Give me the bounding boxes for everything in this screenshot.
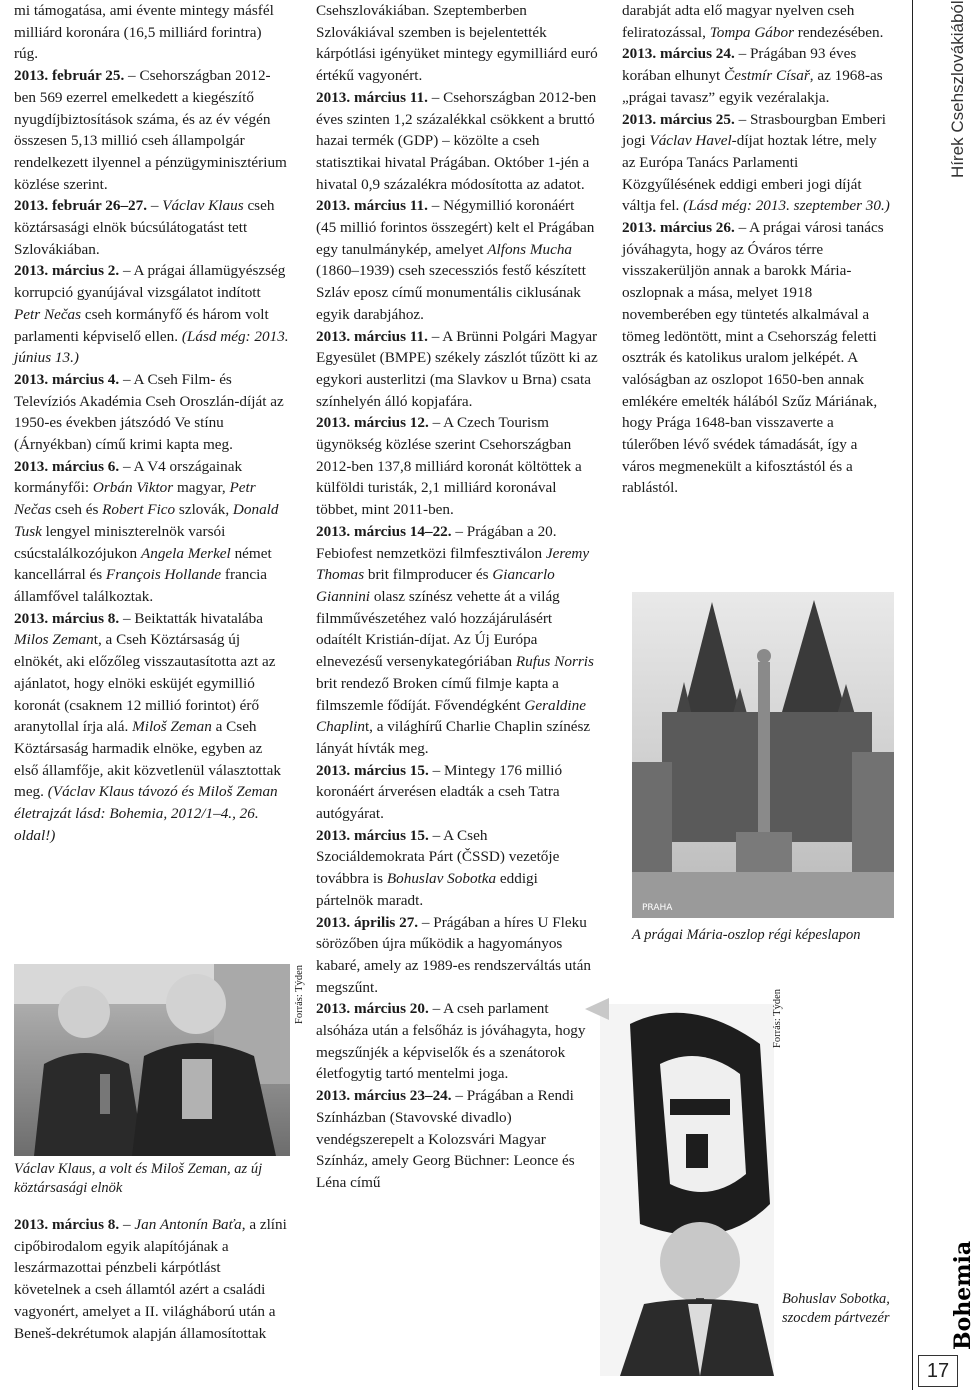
entry-text: eddigi pártelnök maradt. bbox=[316, 870, 538, 909]
entry-text: – A V4 országainak kormányfői: bbox=[14, 457, 243, 497]
entry-text: francia államfővel találkoztak. bbox=[14, 566, 268, 605]
entry-text: – A Brünni Polgári Magyar Egyesület (BMPE) székely zászlót tűzött ki az egykori austerlitzi (ma Slavkov u Brna) csata színhelyén álló kopjafára. bbox=[316, 327, 598, 410]
bohemia-logo bbox=[918, 1240, 976, 1350]
entry-date: 2013. március 11. bbox=[316, 197, 428, 215]
entry-text: – A Czech Tourism ügynökség közlése szerint Csehországban 2012-ben 137,8 milliárd koronát költöttek a külföldi turisták, 2,1 milliárd koronával többet, mint 2011-ben. bbox=[316, 414, 582, 519]
entry-text: – Prágában 93 éves korában elhunyt bbox=[622, 45, 857, 85]
entry-text: – A cseh parlament alsóháza után a felsőház is jóváhagyta, hogy megszűnjék a képviselők és a szenátorok életfogytig tartó mentelmi joga. bbox=[316, 1000, 586, 1083]
entry-date: 2013. március 11. bbox=[316, 88, 428, 106]
column-left bbox=[14, 0, 289, 846]
entry-text: olasz színész vehette át a világ filmművészetéhez való hozzájárulásért odaítélt Kristián-díjat. Az Új Európa elnevezésű versenykategóriában bbox=[316, 587, 560, 671]
entry-date: 2013. március 2. bbox=[14, 262, 120, 280]
news-entry bbox=[316, 87, 598, 196]
entry-text: – Csehországban 2012-ben éves szinten 1,2 százalékkal csökkent a bruttó hazai termék (GDP) – közölte a cseh statisztikai hivatal Prágában. Október 1-jén a hivatal 0,9 százalékra módosította az adatot. bbox=[316, 88, 597, 193]
entry-italic: Petr Nečas bbox=[14, 305, 82, 323]
entry-date: 2013. március 15. bbox=[316, 826, 429, 844]
entry-date: 2013. március 23–24. bbox=[316, 1087, 452, 1105]
news-entry bbox=[14, 608, 289, 847]
news-entry bbox=[316, 412, 598, 521]
entry-text: szlovák, bbox=[175, 501, 233, 519]
entry-date: 2013. április 27. bbox=[316, 913, 419, 931]
page-number: 17 bbox=[918, 1355, 958, 1387]
entry-italic: Jan Antonín Baťa bbox=[134, 1216, 242, 1233]
entry-text: a Cseh Köztársaság harmadik elnöke, egyben az első államfője, akit közvetlenül választottak meg. bbox=[14, 718, 281, 801]
entry-text: Csehszlovákiában. Szeptemberben Szlovákiával szemben is bejelentették kárpótlási igényüket mintegy egymilliárd euró értékű vagyonért. bbox=[316, 2, 598, 85]
entry-text: – Prágában a Rendi Színházban (Stavovské divadlo) vendégszerepelt a Kolozsvári Magyar Színház, amely Georg Büchner: Leonce és Léna című bbox=[316, 1087, 575, 1191]
entry-italic: Milos Zeman bbox=[14, 631, 94, 649]
entry-text: darabját adta elő magyar nyelven cseh feliratozással, bbox=[622, 2, 855, 41]
entry-text: -díjat hoztak létre, mely az Európa Tanács Parlamenti Közgyűlésének eddigi emberi jogi díját váltja fel. bbox=[622, 132, 877, 215]
news-entry bbox=[316, 1085, 598, 1194]
entry-date: 2013. március 4. bbox=[14, 370, 120, 388]
entry-text: mi támogatása, ami évente mintegy másfél milliárd koronára (16,5 milliárd forintra) rúg. bbox=[14, 2, 274, 63]
entry-date: 2013. március 24. bbox=[622, 45, 735, 63]
entry-text: cseh és bbox=[51, 501, 103, 519]
entry-text: brit filmproducer és bbox=[364, 566, 493, 584]
photo-sobotka-caption: Bohuslav Sobotka, szocdem pártvezér bbox=[782, 1291, 890, 1326]
entry-text: – bbox=[147, 197, 163, 215]
news-entry bbox=[316, 912, 598, 999]
entry-italic: Giancarlo Giannini bbox=[316, 566, 555, 605]
entry-italic: Tompa Gábor bbox=[709, 23, 794, 41]
news-entry bbox=[316, 195, 598, 325]
news-entry bbox=[622, 217, 894, 499]
entry-text: brit rendező Broken című filmje kapta a filmszemle fődíját. Fővendégként bbox=[316, 674, 559, 714]
entry-date: 2013. március 8. bbox=[14, 609, 120, 627]
entry-text: , a zlíni cipőbirodalom egyik alapítójának a leszármazottai pénzbeli kárpótlást követelnek a cseh államtól azért a családi vagyonért, amelyet a II. világháború után a Beneš-dekrétumok alapján államosítottak bbox=[14, 1216, 287, 1342]
column-middle bbox=[316, 0, 598, 1194]
photo-maria-column-image bbox=[632, 592, 894, 918]
entry-italic: Alfons Mucha bbox=[487, 240, 573, 258]
photo-maria-column bbox=[632, 592, 894, 918]
entry-italic: Bohuslav Sobotka bbox=[386, 870, 497, 888]
entry-date: 2013. március 11. bbox=[316, 327, 428, 345]
photo-maria-column-caption: A prágai Mária-oszlop régi képeslapon bbox=[632, 927, 861, 943]
news-entry bbox=[316, 998, 598, 1085]
photo-sobotka-credit: Forrás: Týden bbox=[772, 988, 783, 1048]
entry-text: – Mintegy 176 millió koronáért árverésen eladták a cseh Tatra autógyárat. bbox=[316, 761, 563, 823]
news-entry bbox=[14, 1214, 289, 1344]
photo-klaus-zeman-image bbox=[14, 964, 290, 1156]
entry-text: – Prágában a 20. Febiofest nemzetközi filmfesztiválon bbox=[316, 522, 557, 562]
entry-text: magyar, bbox=[173, 479, 230, 497]
news-entry bbox=[316, 521, 598, 760]
entry-italic: Jeremy Thomas bbox=[316, 544, 590, 584]
photo-klaus-zeman bbox=[14, 964, 290, 1156]
entry-text: – bbox=[119, 1216, 135, 1233]
entry-italic: Robert Fico bbox=[102, 501, 176, 519]
entry-date: 2013. március 14–22. bbox=[316, 522, 452, 540]
entry-text: – A prágai városi tanács jóváhagyta, hogy az Óváros térre visszakerüljön annak a barokk Mária-oszlopnak a mása, melyet 1918 novemberében egy tüntetés alkalmával a tömeg ledöntött, mint a Csehország feletti osztrák és katolikus uralom jelképét. A valóságban az oszlopot 1650-ben annak emlékére emelték hálából Szűz Máriának, hogy Prága 1648-ban visszaverte a túlerőben lévő svédek támadását, így a város megmenekült a kifosztástól és a rablástól. bbox=[622, 219, 884, 497]
news-entry bbox=[622, 43, 894, 108]
entry-date: 2013. március 8. bbox=[14, 1216, 120, 1233]
news-text bbox=[14, 0, 289, 65]
entry-text: – A prágai államügyészség korrupció gyanújával vizsgálatot indított bbox=[14, 262, 286, 302]
photo-sobotka bbox=[600, 1004, 774, 1376]
entry-italic: Václav Klaus bbox=[162, 197, 244, 215]
entry-date: 2013. március 20. bbox=[316, 1000, 429, 1018]
entry-italic: Donald Tusk bbox=[14, 501, 279, 540]
photo-klaus-zeman-credit: Forrás: Týden bbox=[294, 964, 305, 1024]
entry-date: 2013. március 25. bbox=[622, 110, 735, 128]
entry-date: 2013. február 26–27. bbox=[14, 197, 148, 215]
logo-text: Bohemia bbox=[950, 1240, 976, 1350]
entry-text: lengyel miniszterelnök varsói csúcstalálkozójukon bbox=[14, 522, 226, 562]
news-entry bbox=[622, 109, 894, 218]
entry-italic: Čestmír Císař bbox=[724, 67, 810, 85]
entry-date: 2013. március 12. bbox=[316, 414, 429, 432]
entry-date: 2013. február 25. bbox=[14, 67, 125, 85]
entry-text: t, a világhírű Charlie Chaplin színész lányát hívták meg. bbox=[316, 718, 591, 757]
entry-italic: Petr Nečas bbox=[14, 479, 256, 519]
entry-date: 2013. március 26. bbox=[622, 219, 735, 237]
entry-text: – Csehországban 2012-ben 569 ezerrel emelkedett a kiegészítő nyugdíjbiztosítások száma, és az év végén összesen 5,13 millió cseh állampolgár rendelkezett ilyennel a pénzügyminisztérium közlése szerint. bbox=[14, 67, 287, 193]
photo-maria-column-stamp: PRAHA bbox=[642, 903, 673, 913]
news-entry bbox=[14, 260, 289, 369]
entry-italic: (Václav Klaus távozó és Miloš Zeman életrajzát lásd: Bohemia, 2012/1–4., 26. oldal!) bbox=[14, 783, 278, 844]
entry-text: rendezésében. bbox=[793, 23, 884, 41]
entry-italic: Orbán Viktor bbox=[92, 479, 174, 497]
entry-text: – Beiktatták hivatalába bbox=[119, 609, 263, 627]
entry-italic: (Lásd még: 2013. szeptember 30.) bbox=[683, 197, 890, 215]
arrow-left-icon bbox=[585, 998, 609, 1020]
entry-text: – A Cseh Szociáldemokrata Párt (ČSSD) vezetője továbbra is bbox=[316, 826, 560, 888]
section-title: Hírek Csehszlovákiából bbox=[948, 0, 967, 178]
entry-date: 2013. március 6. bbox=[14, 457, 120, 475]
entry-text: cseh köztársasági elnök búcsúlátogatást tett Szlovákiában. bbox=[14, 197, 275, 258]
news-entry bbox=[316, 326, 598, 413]
entry-italic: (Lásd még: 2013. június 13.) bbox=[14, 327, 289, 367]
entry-text: – Prágában a híres U Fleku sörözőben újra működik a hagyományos kabaré, amely az 1989-es rendszerváltás után megszűnt. bbox=[316, 913, 591, 996]
news-entry bbox=[14, 456, 289, 608]
entry-italic: Rufus Norris bbox=[515, 653, 594, 671]
column-right bbox=[622, 0, 894, 499]
entry-italic: Angela Merkel bbox=[140, 544, 231, 562]
entry-text: t, a Cseh Köztársaság új elnökét, aki előzőleg visszautasította azt az ajánlatot, hogy elnöki esküjét egymillió koronát (csaknem 12 millió forintot) érő aranytollal írja alá. bbox=[14, 631, 276, 736]
entry-text: – Négymillió koronáért (45 millió forintos összegért) kelt el Prágában egy tanulmánykép, amelyet bbox=[316, 197, 595, 258]
column-left-bottom bbox=[14, 1214, 289, 1344]
news-entry bbox=[14, 65, 289, 195]
entry-text: német kancellárral és bbox=[14, 544, 272, 584]
entry-italic: François Hollande bbox=[105, 566, 222, 584]
news-text bbox=[622, 0, 894, 43]
news-entry bbox=[316, 760, 598, 825]
photo-klaus-zeman-caption: Václav Klaus, a volt és Miloš Zeman, az új köztársasági elnök bbox=[14, 1161, 263, 1196]
entry-text: (1860–1939) cseh szecessziós festő készített Szláv eposz című monumentális ciklusának egyik darabjához. bbox=[316, 262, 586, 323]
entry-italic: Miloš Zeman bbox=[132, 718, 212, 736]
entry-italic: Václav Havel bbox=[649, 132, 732, 150]
news-entry bbox=[14, 195, 289, 260]
entry-text: cseh kormányfő és három volt parlamenti képviselő ellen. bbox=[14, 305, 269, 345]
entry-text: , az 1968-as „prágai tavasz” egyik vezéralakja. bbox=[622, 67, 883, 106]
entry-italic: Geraldine Chaplin bbox=[316, 696, 586, 736]
news-entry bbox=[14, 369, 289, 456]
news-text bbox=[316, 0, 598, 87]
entry-date: 2013. március 15. bbox=[316, 761, 429, 779]
entry-text: – Strasbourgban Emberi jogi bbox=[622, 110, 886, 150]
photo-sobotka-image bbox=[600, 1004, 774, 1376]
entry-text: – A Cseh Film- és Televíziós Akadémia Cseh Oroszlán-díját az 1950-es években játszódó Ve stínu (Árnyékban) című krimi kapta meg. bbox=[14, 370, 284, 454]
news-entry bbox=[316, 825, 598, 912]
